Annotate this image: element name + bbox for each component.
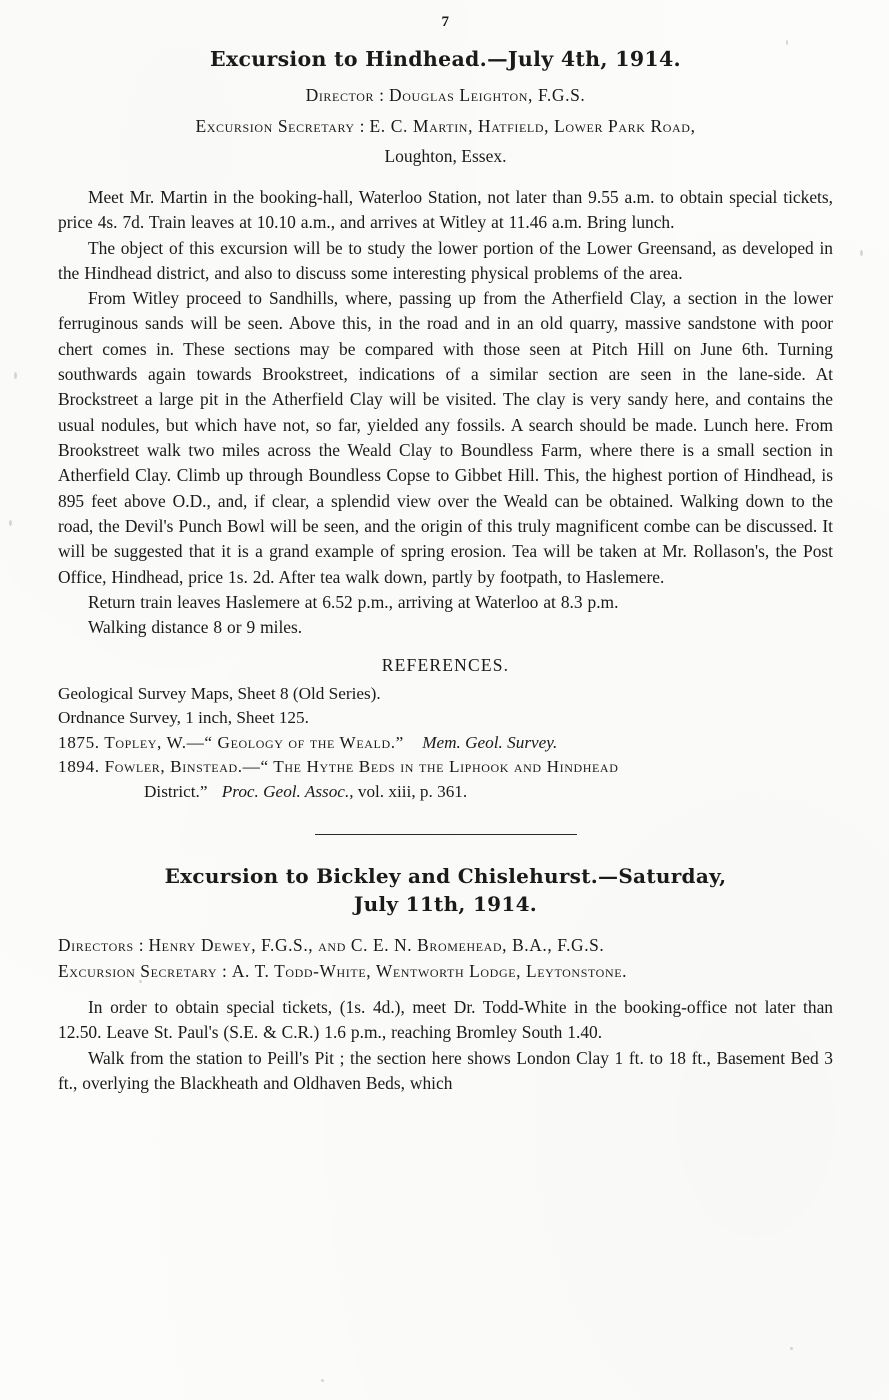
reference-item-continuation [58,780,833,805]
page-speckle [14,372,17,379]
article-1-paragraph-2: The object of this excursion will be to study the lower portion of the Lower Greensand, as developed in the Hindhead district, and also to discuss some interesting physical problems of the area. [58,237,833,283]
director-name: Douglas Leighton, F.G.S. [388,85,586,105]
page-speckle [860,250,863,256]
reference-text: 1875. Topley, W.—“ Geology of the Weald.” [58,732,404,752]
director-label: Director : [305,85,385,105]
article-2-title-line-2: July 11th, 1914. [353,892,538,917]
secretary-label: Excursion Secretary : [195,115,366,136]
reference-tail: vol. xiii, p. 361. [357,781,468,801]
reference-text: District.” [144,781,208,801]
article-2-paragraph-1: In order to obtain special tickets, (1s. 4d.), meet Dr. Todd-White in the booking-office not later than 12.50. Leave St. Paul's (S.E. & C.R.) 1.6 p.m., reaching Bromley South 1.40. [58,997,833,1043]
article-1-title: Excursion to Hindhead.—July 4th, 1914. [210,47,681,71]
article-2-directors-line [58,933,833,958]
article-1-secretary-line-2 [58,145,833,169]
secretary-label: Excursion Secretary : [58,961,228,982]
secretary-name: E. C. Martin, Hatfield, Lower Park Road, [369,115,696,136]
article-2-title [58,863,833,918]
secretary-name: A. T. Todd-White, Wentworth Lodge, Leytonstone. [231,961,628,982]
directors-label: Directors : [58,934,145,955]
page-content [58,14,833,1096]
section-divider [315,834,577,835]
article-1-paragraph-4: Return train leaves Haslemere at 6.52 p.m., arriving at Waterloo at 8.3 p.m. [88,591,619,612]
article-1-paragraph-1: Meet Mr. Martin in the booking-hall, Waterloo Station, not later than 9.55 a.m. to obtain special tickets, price 4s. 7d. Train leaves at 10.10 a.m., and arrives at Witley at 11.46 a.m. Bring lunch. [58,186,833,233]
reference-source: Mem. Geol. Survey. [422,732,558,752]
reference-item [58,731,833,756]
references-heading: REFERENCES. [381,654,510,675]
page-number: 7 [441,14,450,30]
directors-names: Henry Dewey, F.G.S., and C. E. N. Bromehead, B.A., F.G.S. [148,934,605,955]
reference-item: Geological Survey Maps, Sheet 8 (Old Series). [58,683,381,703]
article-1-paragraph-3: From Witley proceed to Sandhills, where, passing up from the Atherfield Clay, a section in the lower ferruginous sands will be seen. Above this, in the road and in an old quarry, massive sandstone with poor chert comes in. These sections may be compared with those seen at Pitch Hill on June 6th. Turning southwards again towards Brookstreet, indications of a similar section are seen in the lane-side. At Brockstreet a large pit in the Atherfield Clay will be visited. The clay is very sandy here, and contains the usual nodules, but which have not, so far, yielded any fossils. A search should be made. Lunch here. From Brookstreet walk two miles across the Weald Clay to Boundless Farm, where there is a small section in Atherfield Clay. Climb up through Boundless Copse to Gibbet Hill. This, the highest portion of Hindhead, is 895 feet above O.D., and, if clear, a splendid view over the Weald can be obtained. Walking down to the road, the Devil's Punch Bowl will be seen, and the origin of this truly magnificent combe can be discussed. It will be suggested that it is a grand example of spring erosion. Tea will be taken at Mr. Rollason's, the Post Office, Hindhead, price 1s. 2d. After tea walk down, partly by footpath, to Haslemere. [58,288,833,587]
article-1-paragraph-5: Walking distance 8 or 9 miles. [88,617,303,638]
article-1-director-line [58,84,833,108]
article-2-secretary-line [58,959,833,984]
article-2-title-line-1: Excursion to Bickley and Chislehurst.—Saturday, [164,864,727,889]
reference-item: Ordnance Survey, 1 inch, Sheet 125. [58,708,309,728]
reference-source: Proc. Geol. Assoc., [221,781,354,801]
reference-text: 1894. Fowler, Binstead.—“ The Hythe Beds in the Liphook and Hindhead [58,757,619,777]
article-2-paragraph-2: Walk from the station to Peill's Pit ; the section here shows London Clay 1 ft. to 18 ft., Basement Bed 3 ft., overlying the Blackheath and Oldhaven Beds, which [58,1047,833,1093]
secretary-address-second-line: Loughton, Essex. [384,146,507,167]
reference-item [58,755,833,780]
page-speckle [790,1347,793,1350]
article-1-secretary-line [58,115,833,139]
page-speckle [9,520,12,526]
page-speckle [321,1379,324,1382]
